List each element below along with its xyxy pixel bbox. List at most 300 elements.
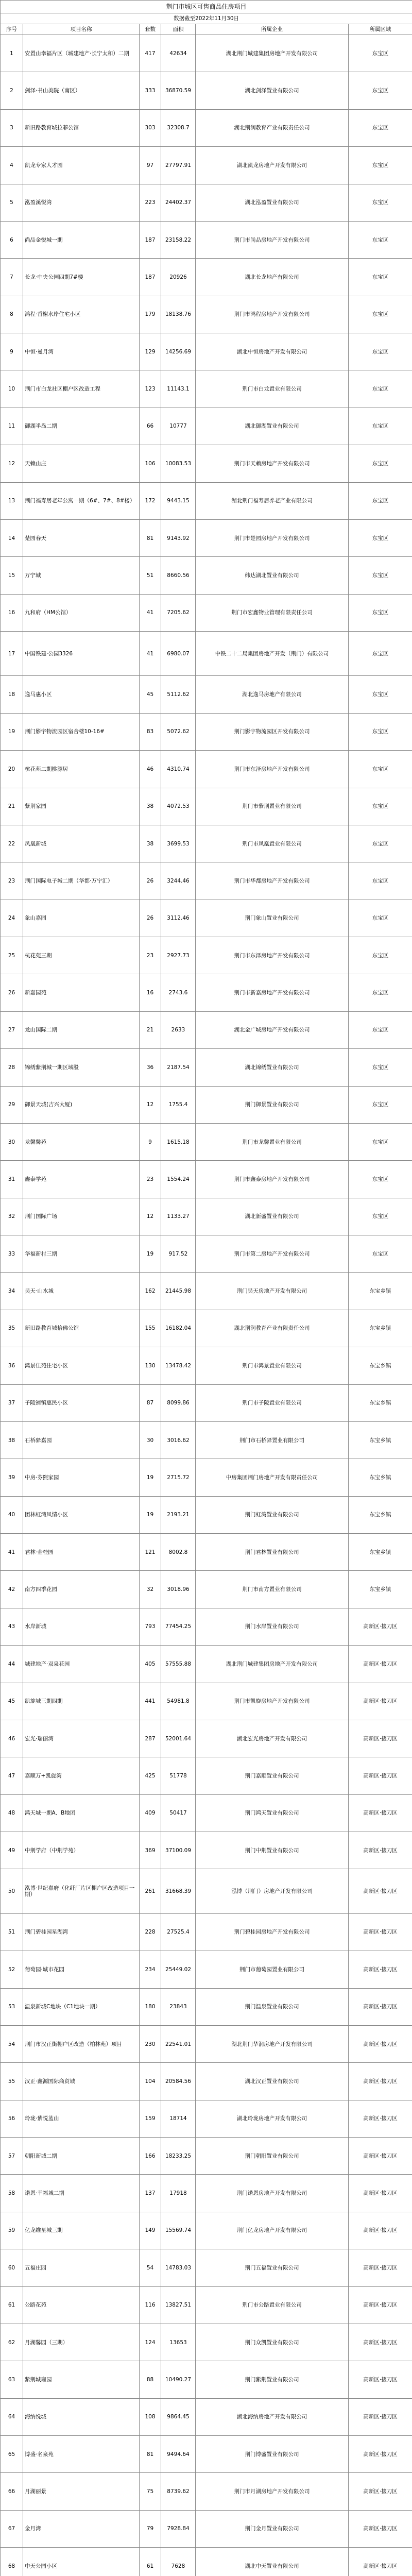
cell-district: 高新区·掇刀区 bbox=[349, 2025, 412, 2062]
cell-units: 81 bbox=[140, 2436, 161, 2473]
cell-area: 2743.6 bbox=[161, 974, 196, 1011]
cell-area: 18714 bbox=[161, 2100, 196, 2137]
table-row bbox=[1, 2436, 412, 2473]
table-row bbox=[1, 1421, 412, 1459]
cell-index: 3 bbox=[1, 109, 23, 146]
cell-district: 东宝区 bbox=[349, 676, 412, 713]
cell-area: 10083.53 bbox=[161, 445, 196, 482]
cell-district: 东宝区 bbox=[349, 1123, 412, 1160]
cell-index: 17 bbox=[1, 632, 23, 676]
cell-area: 54981.8 bbox=[161, 1683, 196, 1720]
cell-units: 303 bbox=[140, 109, 161, 146]
cell-project-name: 鸿天城一期A、B地团 bbox=[23, 1794, 140, 1832]
cell-units: 417 bbox=[140, 35, 161, 72]
cell-project-name: 万宁城 bbox=[23, 557, 140, 594]
cell-company: 荆门金月置业有限公司 bbox=[196, 2510, 349, 2547]
cell-units: 26 bbox=[140, 862, 161, 900]
cell-project-name: 中天公园小区 bbox=[23, 2548, 140, 2576]
cell-district: 东宝区 bbox=[349, 147, 412, 184]
table-row bbox=[1, 751, 412, 788]
cell-index: 54 bbox=[1, 2025, 23, 2062]
cell-units: 38 bbox=[140, 788, 161, 825]
cell-company: 湖北锦绣置业有限公司 bbox=[196, 1049, 349, 1086]
cell-index: 34 bbox=[1, 1273, 23, 1310]
table-row bbox=[1, 408, 412, 445]
cell-units: 88 bbox=[140, 2361, 161, 2398]
cell-area: 1615.18 bbox=[161, 1123, 196, 1160]
cell-project-name: 新旧路教育城拾佛公馆 bbox=[23, 1310, 140, 1347]
cell-district: 高新区·掇刀区 bbox=[349, 2138, 412, 2175]
cell-company: 荆门市华都房地产开发有限公司 bbox=[196, 862, 349, 900]
cell-company: 荆门紫荆置业有限公司 bbox=[196, 2361, 349, 2398]
cell-company: 荆门市尚品房地产开发有限公司 bbox=[196, 221, 349, 258]
cell-index: 52 bbox=[1, 1951, 23, 1988]
cell-units: 12 bbox=[140, 1198, 161, 1235]
cell-company: 湖北宏光房地产开发有限公司 bbox=[196, 1720, 349, 1757]
cell-project-name: 亿龙维星城三期 bbox=[23, 2212, 140, 2249]
cell-district: 高新区·掇刀区 bbox=[349, 2212, 412, 2249]
cell-area: 7928.84 bbox=[161, 2510, 196, 2547]
table-row bbox=[1, 1869, 412, 1913]
cell-company: 荆门市第二房地产开发有限公司 bbox=[196, 1235, 349, 1273]
cell-area: 1133.27 bbox=[161, 1198, 196, 1235]
cell-units: 19 bbox=[140, 1235, 161, 1273]
cell-units: 369 bbox=[140, 1832, 161, 1869]
cell-index: 47 bbox=[1, 1757, 23, 1794]
cell-area: 27525.4 bbox=[161, 1913, 196, 1951]
table-row bbox=[1, 370, 412, 408]
cell-project-name: 紫荆城雍园 bbox=[23, 2361, 140, 2398]
table-row bbox=[1, 147, 412, 184]
title-row bbox=[1, 1, 412, 13]
cell-area: 21445.98 bbox=[161, 1273, 196, 1310]
cell-district: 高新区·掇刀区 bbox=[349, 2398, 412, 2435]
cell-units: 166 bbox=[140, 2138, 161, 2175]
cell-district: 高新区·掇刀区 bbox=[349, 2548, 412, 2576]
cell-project-name: 中荆学府（中荆学苑） bbox=[23, 1832, 140, 1869]
table-row bbox=[1, 1757, 412, 1794]
cell-units: 228 bbox=[140, 1913, 161, 1951]
cell-district: 东宝区 bbox=[349, 862, 412, 900]
cell-area: 20584.56 bbox=[161, 2063, 196, 2100]
cell-index: 62 bbox=[1, 2324, 23, 2361]
table-row bbox=[1, 259, 412, 296]
table-row bbox=[1, 2324, 412, 2361]
cell-index: 42 bbox=[1, 1571, 23, 1608]
cell-project-name: 天赖山庄 bbox=[23, 445, 140, 482]
cell-company: 荆门中荆置业有限公司 bbox=[196, 1832, 349, 1869]
table-row bbox=[1, 1913, 412, 1951]
cell-units: 23 bbox=[140, 1161, 161, 1198]
cell-index: 2 bbox=[1, 72, 23, 109]
cell-index: 4 bbox=[1, 147, 23, 184]
cell-index: 48 bbox=[1, 1794, 23, 1832]
cell-company: 荆门市凯旋房地产开发有限公司 bbox=[196, 1683, 349, 1720]
table-row bbox=[1, 1534, 412, 1571]
cell-district: 东宝区 bbox=[349, 109, 412, 146]
cell-company: 荆门市凤凰置业有限公司 bbox=[196, 825, 349, 862]
cell-units: 162 bbox=[140, 1273, 161, 1310]
cell-index: 35 bbox=[1, 1310, 23, 1347]
cell-index: 18 bbox=[1, 676, 23, 713]
cell-company: 荆门嘉顺置业有限公司 bbox=[196, 1757, 349, 1794]
cell-area: 1554.24 bbox=[161, 1161, 196, 1198]
cell-units: 793 bbox=[140, 1608, 161, 1645]
table-row bbox=[1, 676, 412, 713]
cell-area: 2633 bbox=[161, 1011, 196, 1048]
cell-units: 223 bbox=[140, 184, 161, 221]
cell-index: 60 bbox=[1, 2249, 23, 2286]
cell-units: 179 bbox=[140, 296, 161, 333]
cell-index: 51 bbox=[1, 1913, 23, 1951]
date-note: 数据截至2022年11月30日 bbox=[1, 13, 412, 24]
cell-units: 123 bbox=[140, 370, 161, 408]
table-row bbox=[1, 35, 412, 72]
cell-project-name: 中国铁建·公园3326 bbox=[23, 632, 140, 676]
cell-project-name: 团林虹湾风情小区 bbox=[23, 1496, 140, 1533]
cell-project-name: 龙山国际二期 bbox=[23, 1011, 140, 1048]
table-row bbox=[1, 974, 412, 1011]
table-row bbox=[1, 2361, 412, 2398]
cell-units: 287 bbox=[140, 1720, 161, 1757]
cell-company: 荆门市葡萄园置业有限公司 bbox=[196, 1951, 349, 1988]
cell-units: 234 bbox=[140, 1951, 161, 1988]
cell-project-name: 荆门市汉正街棚户区改造（柏林苑）项目 bbox=[23, 2025, 140, 2062]
cell-company: 荆门市紫荆置业有限公司 bbox=[196, 788, 349, 825]
cell-area: 3018.96 bbox=[161, 1571, 196, 1608]
cell-district: 东宝乡镇 bbox=[349, 1384, 412, 1421]
cell-company: 湖北剑泽置业有限公司 bbox=[196, 72, 349, 109]
cell-project-name: 鸿景佳苑住宅小区 bbox=[23, 1347, 140, 1384]
cell-company: 湖北荆门城建集团房地产开发有限公司 bbox=[196, 35, 349, 72]
cell-area: 24402.37 bbox=[161, 184, 196, 221]
cell-project-name: 龙馨馨苑 bbox=[23, 1123, 140, 1160]
cell-project-name: 葡萄园·城市花园 bbox=[23, 1951, 140, 1988]
cell-units: 75 bbox=[140, 2473, 161, 2510]
cell-project-name: 荆门国际电子城二期（华都·万宁汇） bbox=[23, 862, 140, 900]
cell-district: 东宝区 bbox=[349, 900, 412, 937]
cell-index: 21 bbox=[1, 788, 23, 825]
table-row bbox=[1, 937, 412, 974]
table-row bbox=[1, 445, 412, 482]
cell-company: 荆门象山置业有限公司 bbox=[196, 900, 349, 937]
cell-project-name: 君林·金桂园 bbox=[23, 1534, 140, 1571]
cell-company: 荆门碧桂园房地产开发有限公司 bbox=[196, 1913, 349, 1951]
cell-district: 高新区·掇刀区 bbox=[349, 1832, 412, 1869]
cell-district: 东宝区 bbox=[349, 594, 412, 631]
cell-units: 41 bbox=[140, 594, 161, 631]
cell-company: 荆门市石桥驿置业有限公司 bbox=[196, 1421, 349, 1459]
cell-district: 东宝乡镇 bbox=[349, 1421, 412, 1459]
cell-index: 56 bbox=[1, 2100, 23, 2137]
cell-units: 23 bbox=[140, 937, 161, 974]
cell-index: 65 bbox=[1, 2436, 23, 2473]
cell-district: 东宝区 bbox=[349, 825, 412, 862]
cell-area: 57555.88 bbox=[161, 1646, 196, 1683]
cell-area: 52001.64 bbox=[161, 1720, 196, 1757]
cell-project-name: 凤凰新城 bbox=[23, 825, 140, 862]
cell-district: 高新区·掇刀区 bbox=[349, 1608, 412, 1645]
cell-project-name: 新旧路教育城拉菲公馆 bbox=[23, 109, 140, 146]
table-row bbox=[1, 557, 412, 594]
cell-company: 湖北凯龙房地产开发有限公司 bbox=[196, 147, 349, 184]
cell-index: 31 bbox=[1, 1161, 23, 1198]
cell-district: 高新区·掇刀区 bbox=[349, 2063, 412, 2100]
cell-district: 高新区·掇刀区 bbox=[349, 1757, 412, 1794]
header-units: 套数 bbox=[140, 24, 161, 35]
cell-units: 137 bbox=[140, 2175, 161, 2212]
cell-project-name: 子陵铺镇惠民小区 bbox=[23, 1384, 140, 1421]
cell-units: 180 bbox=[140, 1988, 161, 2025]
cell-units: 32 bbox=[140, 1571, 161, 1608]
cell-project-name: 玲珑·紫悦蓝山 bbox=[23, 2100, 140, 2137]
cell-area: 50417 bbox=[161, 1794, 196, 1832]
cell-project-name: 紫荆家园 bbox=[23, 788, 140, 825]
cell-company: 荆门市南方置业有限公司 bbox=[196, 1571, 349, 1608]
cell-area: 13478.42 bbox=[161, 1347, 196, 1384]
cell-company: 荆门市公路置业有限公司 bbox=[196, 2286, 349, 2324]
cell-district: 高新区·掇刀区 bbox=[349, 2286, 412, 2324]
table-row bbox=[1, 2025, 412, 2062]
cell-company: 荆门朝阳置业有限公司 bbox=[196, 2138, 349, 2175]
cell-company: 荆门市龙馨置业有限公司 bbox=[196, 1123, 349, 1160]
cell-district: 东宝区 bbox=[349, 713, 412, 750]
cell-company: 荆门五福置业有限公司 bbox=[196, 2249, 349, 2286]
cell-project-name: 长龙·中央公园四期7#楼 bbox=[23, 259, 140, 296]
cell-area: 2715.72 bbox=[161, 1459, 196, 1496]
cell-index: 27 bbox=[1, 1011, 23, 1048]
cell-company: 荆门博盛置业有限公司 bbox=[196, 2436, 349, 2473]
cell-index: 16 bbox=[1, 594, 23, 631]
cell-index: 11 bbox=[1, 408, 23, 445]
table-row bbox=[1, 2510, 412, 2547]
cell-project-name: 朝阳新城二期 bbox=[23, 2138, 140, 2175]
table-row bbox=[1, 1459, 412, 1496]
cell-index: 43 bbox=[1, 1608, 23, 1645]
cell-index: 6 bbox=[1, 221, 23, 258]
cell-area: 8099.86 bbox=[161, 1384, 196, 1421]
cell-company: 荆门市宏鑫物业管理有限责任公司 bbox=[196, 594, 349, 631]
cell-district: 东宝区 bbox=[349, 751, 412, 788]
cell-project-name: 石桥驿嘉园 bbox=[23, 1421, 140, 1459]
cell-project-name: 安置山幸福片区（城建地产·长宁太和）二期 bbox=[23, 35, 140, 72]
cell-company: 荆门市子陵置业有限公司 bbox=[196, 1384, 349, 1421]
table-row bbox=[1, 333, 412, 370]
cell-project-name: 御湖半岛二期 bbox=[23, 408, 140, 445]
cell-area: 25449.02 bbox=[161, 1951, 196, 1988]
cell-area: 5112.62 bbox=[161, 676, 196, 713]
header-index: 序号 bbox=[1, 24, 23, 35]
cell-index: 49 bbox=[1, 1832, 23, 1869]
cell-units: 124 bbox=[140, 2324, 161, 2361]
cell-project-name: 九和府（HM公馆） bbox=[23, 594, 140, 631]
cell-index: 9 bbox=[1, 333, 23, 370]
table-row bbox=[1, 1794, 412, 1832]
cell-index: 68 bbox=[1, 2548, 23, 2576]
cell-index: 40 bbox=[1, 1496, 23, 1533]
cell-project-name: 博盛·名泉苑 bbox=[23, 2436, 140, 2473]
cell-units: 30 bbox=[140, 1421, 161, 1459]
cell-company: 中铁二十二局集团房地产开发（荆门）有限公司 bbox=[196, 632, 349, 676]
cell-company: 湖北中天置业有限公司 bbox=[196, 2548, 349, 2576]
cell-area: 1755.4 bbox=[161, 1086, 196, 1123]
header-company: 所属企业 bbox=[196, 24, 349, 35]
cell-index: 44 bbox=[1, 1646, 23, 1683]
cell-area: 11143.1 bbox=[161, 370, 196, 408]
cell-area: 18138.76 bbox=[161, 296, 196, 333]
table-row bbox=[1, 2175, 412, 2212]
cell-company: 荆门市鸿景置业有限公司 bbox=[196, 1347, 349, 1384]
table-row bbox=[1, 1608, 412, 1645]
cell-company: 荆门市月湖房地产开发有限公司 bbox=[196, 2473, 349, 2510]
cell-area: 9494.64 bbox=[161, 2436, 196, 2473]
cell-index: 5 bbox=[1, 184, 23, 221]
cell-district: 高新区·掇刀区 bbox=[349, 1951, 412, 1988]
cell-area: 3699.53 bbox=[161, 825, 196, 862]
cell-area: 9143.92 bbox=[161, 519, 196, 556]
cell-project-name: 鸿程·香榭水岸住宅小区 bbox=[23, 296, 140, 333]
cell-units: 187 bbox=[140, 221, 161, 258]
cell-project-name: 杭花苑三期 bbox=[23, 937, 140, 974]
cell-area: 6980.07 bbox=[161, 632, 196, 676]
cell-area: 4310.74 bbox=[161, 751, 196, 788]
cell-area: 36870.59 bbox=[161, 72, 196, 109]
cell-company: 荆门市新嘉房地产开发有限公司 bbox=[196, 974, 349, 1011]
cell-project-name: 公路花苑 bbox=[23, 2286, 140, 2324]
cell-units: 36 bbox=[140, 1049, 161, 1086]
cell-area: 917.52 bbox=[161, 1235, 196, 1273]
cell-units: 21 bbox=[140, 1011, 161, 1048]
cell-district: 东宝区 bbox=[349, 1235, 412, 1273]
table-row bbox=[1, 2212, 412, 2249]
table-row bbox=[1, 1384, 412, 1421]
table-row bbox=[1, 1273, 412, 1310]
cell-project-name: 温泉新城C地块（C1地块一期） bbox=[23, 1988, 140, 2025]
table-row bbox=[1, 2398, 412, 2435]
cell-index: 24 bbox=[1, 900, 23, 937]
cell-units: 54 bbox=[140, 2249, 161, 2286]
table-row bbox=[1, 296, 412, 333]
cell-index: 33 bbox=[1, 1235, 23, 1273]
cell-index: 26 bbox=[1, 974, 23, 1011]
header-project: 项目名称 bbox=[23, 24, 140, 35]
table-row bbox=[1, 184, 412, 221]
cell-company: 湖北逸马房地产有限公司 bbox=[196, 676, 349, 713]
cell-district: 高新区·掇刀区 bbox=[349, 1794, 412, 1832]
cell-units: 38 bbox=[140, 825, 161, 862]
cell-project-name: 南方四季花园 bbox=[23, 1571, 140, 1608]
table-row bbox=[1, 221, 412, 258]
cell-index: 14 bbox=[1, 519, 23, 556]
table-row bbox=[1, 594, 412, 631]
table-row bbox=[1, 2100, 412, 2137]
cell-district: 东宝区 bbox=[349, 296, 412, 333]
cell-units: 230 bbox=[140, 2025, 161, 2062]
cell-company: 湖北长龙地产有限公司 bbox=[196, 259, 349, 296]
cell-company: 荆门君林置业有限公司 bbox=[196, 1534, 349, 1571]
cell-index: 46 bbox=[1, 1720, 23, 1757]
cell-area: 8660.56 bbox=[161, 557, 196, 594]
cell-project-name: 泓盈溪悦湾 bbox=[23, 184, 140, 221]
cell-area: 2193.21 bbox=[161, 1496, 196, 1533]
cell-company: 泓博（荆门）房地产开发有限公司 bbox=[196, 1869, 349, 1913]
cell-company: 荆门诺恩房地产开发有限公司 bbox=[196, 2175, 349, 2212]
header-area: 面积 bbox=[161, 24, 196, 35]
cell-units: 187 bbox=[140, 259, 161, 296]
cell-district: 东宝区 bbox=[349, 519, 412, 556]
table-row bbox=[1, 713, 412, 750]
cell-district: 高新区·掇刀区 bbox=[349, 1720, 412, 1757]
cell-index: 8 bbox=[1, 296, 23, 333]
cell-project-name: 锦绣紫荆城一期区域股 bbox=[23, 1049, 140, 1086]
cell-project-name: 荆门国际广场 bbox=[23, 1198, 140, 1235]
table-row bbox=[1, 1011, 412, 1048]
cell-units: 26 bbox=[140, 900, 161, 937]
cell-company: 湖北汉正置业有限公司 bbox=[196, 2063, 349, 2100]
cell-area: 16182.04 bbox=[161, 1310, 196, 1347]
table-row bbox=[1, 632, 412, 676]
cell-units: 51 bbox=[140, 557, 161, 594]
table-row bbox=[1, 1683, 412, 1720]
cell-index: 38 bbox=[1, 1421, 23, 1459]
cell-units: 61 bbox=[140, 2548, 161, 2576]
cell-units: 261 bbox=[140, 1869, 161, 1913]
table-title: 荆门市城区可售商品住房项目 bbox=[1, 1, 412, 13]
table-row bbox=[1, 72, 412, 109]
cell-district: 东宝区 bbox=[349, 632, 412, 676]
table-row bbox=[1, 2063, 412, 2100]
cell-district: 东宝区 bbox=[349, 35, 412, 72]
cell-index: 10 bbox=[1, 370, 23, 408]
cell-company: 荆门市鸿程房地产开发有限公司 bbox=[196, 296, 349, 333]
cell-units: 172 bbox=[140, 482, 161, 519]
cell-index: 36 bbox=[1, 1347, 23, 1384]
cell-index: 39 bbox=[1, 1459, 23, 1496]
cell-district: 东宝区 bbox=[349, 1011, 412, 1048]
cell-area: 7628 bbox=[161, 2548, 196, 2576]
table-row bbox=[1, 1646, 412, 1683]
cell-company: 荆门众凯置业有限公司 bbox=[196, 2324, 349, 2361]
cell-area: 42634 bbox=[161, 35, 196, 72]
cell-district: 东宝区 bbox=[349, 1086, 412, 1123]
cell-index: 28 bbox=[1, 1049, 23, 1086]
cell-area: 8002.8 bbox=[161, 1534, 196, 1571]
cell-area: 3244.46 bbox=[161, 862, 196, 900]
cell-district: 东宝区 bbox=[349, 408, 412, 445]
cell-project-name: 荆门影宇物流园区宿舍楼10-16# bbox=[23, 713, 140, 750]
cell-district: 东宝区 bbox=[349, 259, 412, 296]
cell-company: 纬达湖北置业有限公司 bbox=[196, 557, 349, 594]
cell-area: 27797.91 bbox=[161, 147, 196, 184]
cell-project-name: 吴天·山水城 bbox=[23, 1273, 140, 1310]
cell-company: 荆门温泉置业有限公司 bbox=[196, 1988, 349, 2025]
cell-project-name: 金月湾 bbox=[23, 2510, 140, 2547]
cell-units: 333 bbox=[140, 72, 161, 109]
cell-district: 东宝区 bbox=[349, 1049, 412, 1086]
cell-index: 57 bbox=[1, 2138, 23, 2175]
cell-company: 湖北荆门福寿居养老产业有限公司 bbox=[196, 482, 349, 519]
cell-area: 10777 bbox=[161, 408, 196, 445]
cell-area: 5072.62 bbox=[161, 713, 196, 750]
cell-project-name: 逸马惠小区 bbox=[23, 676, 140, 713]
cell-company: 荆门亿龙房地产开发有限公司 bbox=[196, 2212, 349, 2249]
table-row bbox=[1, 2138, 412, 2175]
table-row bbox=[1, 1235, 412, 1273]
cell-index: 37 bbox=[1, 1384, 23, 1421]
table-row bbox=[1, 900, 412, 937]
cell-project-name: 凯旋城三期四期 bbox=[23, 1683, 140, 1720]
cell-district: 东宝区 bbox=[349, 445, 412, 482]
